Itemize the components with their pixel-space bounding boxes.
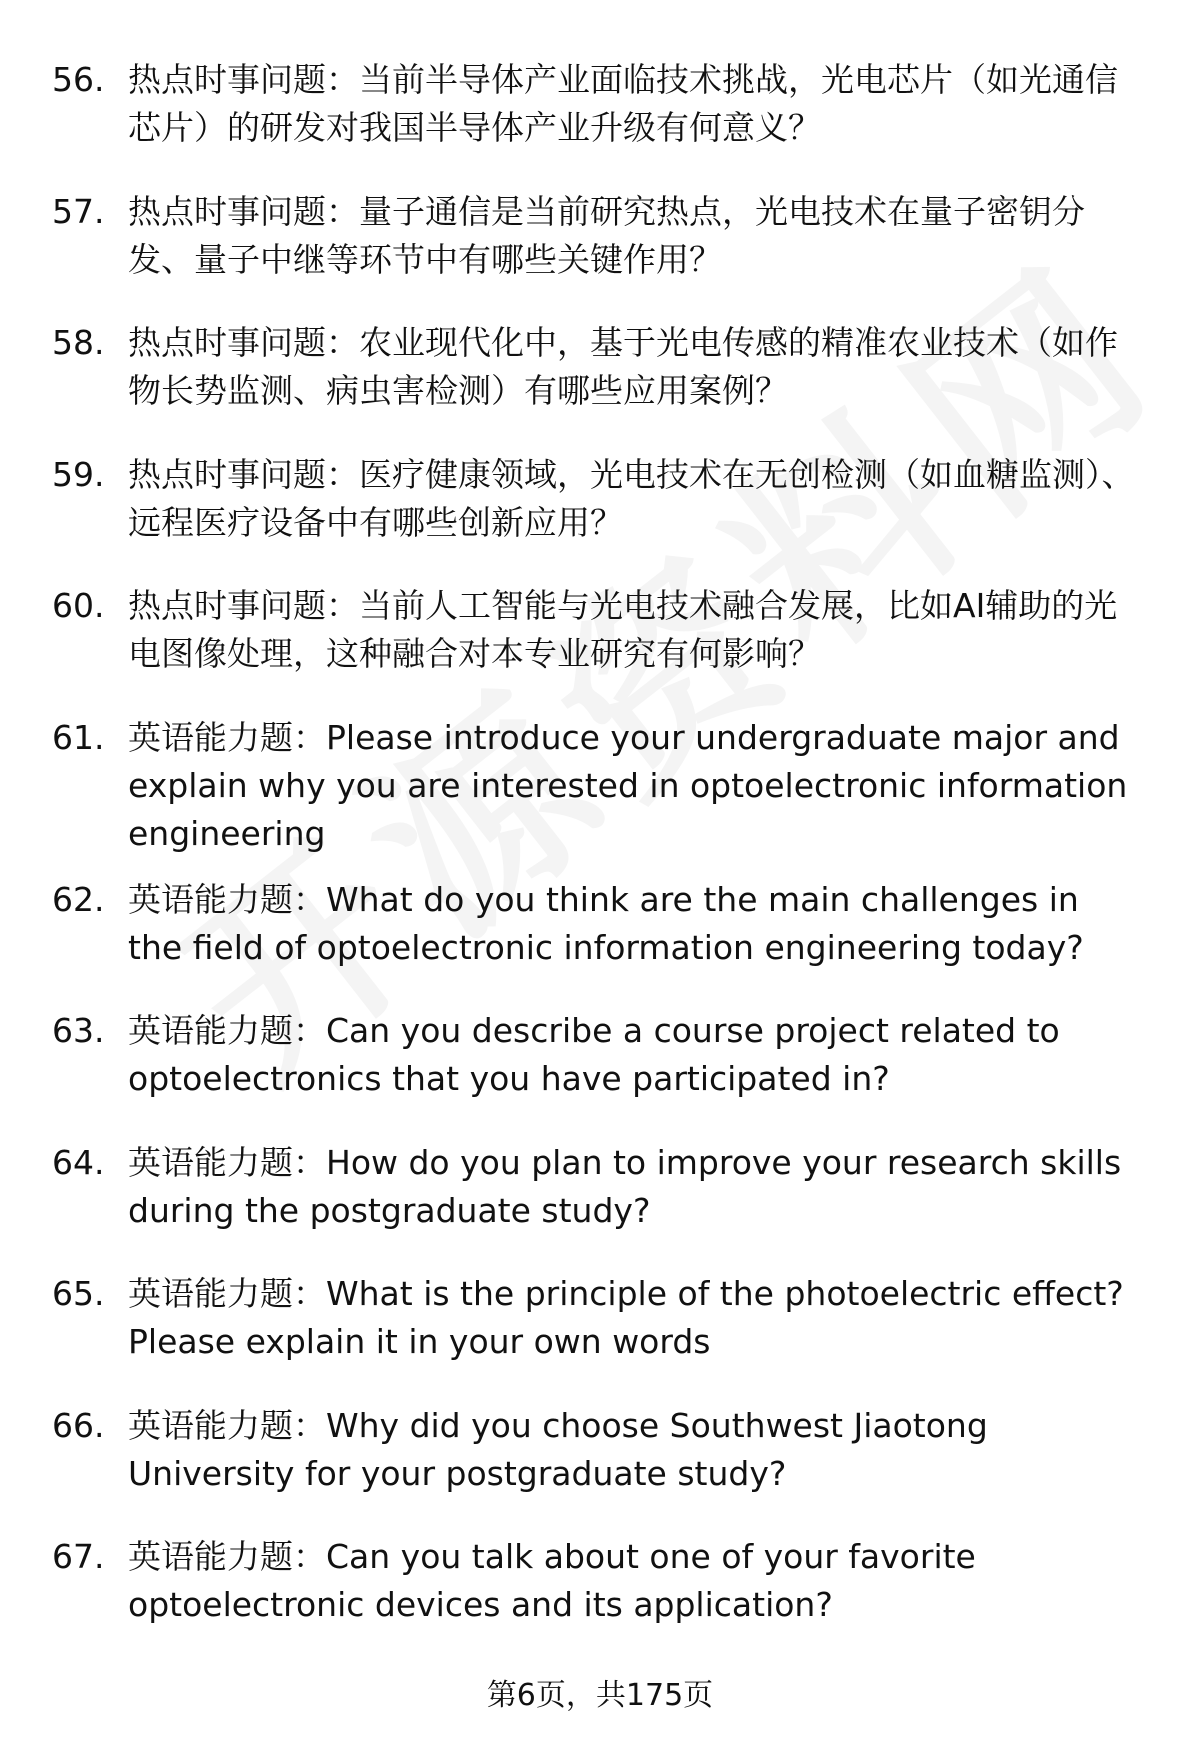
question-category: 英语能力题： [128,1537,326,1576]
question-category: 热点时事问题： [128,60,359,99]
question-number: 67. [52,1537,105,1576]
question-text-block [128,1533,1138,1629]
question-category: 热点时事问题： [128,586,359,625]
question-item [0,714,1200,876]
question-category: 热点时事问题： [128,454,359,494]
question-number: 62. [52,879,105,919]
question-category: 英语能力题： [128,1142,326,1182]
question-number: 58. [52,323,105,362]
question-number: 66. [52,1405,105,1445]
question-number: 56. [52,60,105,99]
question-number: 63. [52,1011,105,1050]
question-category: 热点时事问题： [128,191,359,231]
question-list [0,56,1200,1665]
question-category: 热点时事问题： [128,323,359,362]
question-number: 60. [52,586,105,625]
question-text: 农业现代化中，基于光电传感的精准农业技术（如作物长势监测、病虫害检测）有哪些应用案例？ [128,323,1118,410]
question-text: Why did you choose Southwest Jiaotong University for your postgraduate study? [128,1405,988,1493]
question-category: 英语能力题： [128,879,326,919]
question-text-block [128,1139,1138,1235]
question-text-block [128,714,1138,858]
question-text: Can you describe a course project related to optoelectronics that you have participated in? [128,1011,1060,1098]
question-text: 当前人工智能与光电技术融合发展，比如AI辅助的光电图像处理，这种融合对本专业研究有何影响？ [128,586,1118,673]
question-item [0,188,1200,320]
question-number: 65. [52,1274,105,1313]
question-text-block [128,582,1138,678]
question-text: What is the principle of the photoelectric effect? Please explain it in your own words [128,1274,1124,1361]
question-text: 当前半导体产业面临技术挑战，光电芯片（如光通信芯片）的研发对我国半导体产业升级有何意义？ [128,60,1118,147]
question-category: 英语能力题： [128,1011,326,1050]
question-item [0,1139,1200,1271]
question-number: 61. [52,717,105,757]
question-item [0,56,1200,188]
question-text: Please introduce your undergraduate major and explain why you are interested in optoelectronic information engineering [128,717,1128,853]
question-text: How do you plan to improve your research skills during the postgraduate study? [128,1142,1122,1230]
question-category: 英语能力题： [128,1405,326,1445]
question-item [0,1402,1200,1534]
question-item [0,1533,1200,1665]
question-text-block [128,1270,1138,1366]
question-text-block [128,1007,1138,1103]
question-item [0,451,1200,583]
question-text-block [128,1402,1138,1498]
question-number: 59. [52,454,105,494]
question-number: 57. [52,191,105,231]
question-number: 64. [52,1142,105,1182]
question-text: What do you think are the main challenges in the field of optoelectronic information engineering today? [128,879,1084,967]
question-category: 英语能力题： [128,717,326,757]
question-text: 量子通信是当前研究热点，光电技术在量子密钥分发、量子中继等环节中有哪些关键作用？ [128,191,1085,279]
question-item [0,876,1200,1008]
page-number: 第6页，共175页 [486,1678,714,1713]
question-category: 英语能力题： [128,1274,326,1313]
question-text: 医疗健康领域，光电技术在无创检测（如血糖监测）、远程医疗设备中有哪些创新应用？ [128,454,1135,542]
question-text-block [128,188,1138,284]
question-text-block [128,451,1138,547]
question-text-block [128,56,1138,152]
question-text-block [128,319,1138,415]
question-item [0,319,1200,451]
question-text-block [128,876,1138,972]
question-item [0,582,1200,714]
question-text: Can you talk about one of your favorite optoelectronic devices and its application? [128,1537,976,1624]
question-item [0,1007,1200,1139]
question-item [0,1270,1200,1402]
